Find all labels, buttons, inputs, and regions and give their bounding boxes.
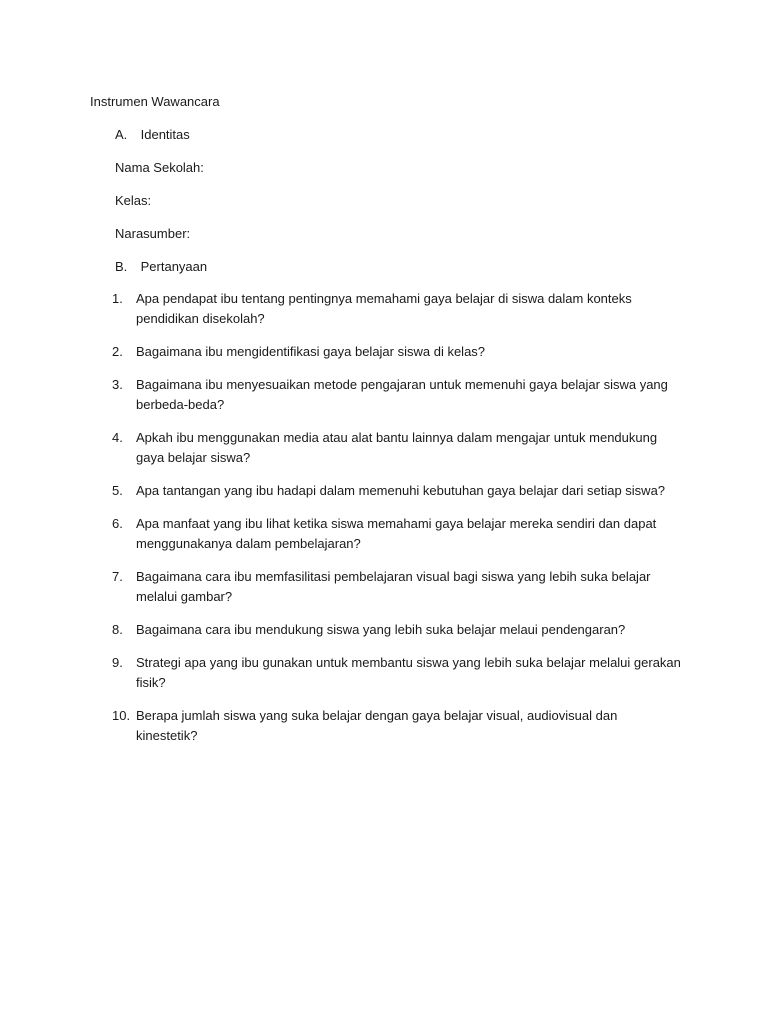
question-item xyxy=(112,706,682,746)
question-item xyxy=(112,342,682,362)
question-item xyxy=(112,428,682,468)
question-text: Apa manfaat yang ibu lihat ketika siswa memahami gaya belajar mereka sendiri dan dapat menggunakanya dalam pembelajaran? xyxy=(136,516,657,551)
question-item xyxy=(112,375,682,415)
question-text: Bagaimana cara ibu mendukung siswa yang lebih suka belajar melaui pendengaran? xyxy=(136,622,626,637)
question-list xyxy=(112,289,682,759)
document-title: Instrumen Wawancara xyxy=(90,94,220,109)
question-text: Bagaimana ibu mengidentifikasi gaya belajar siswa di kelas? xyxy=(136,344,486,359)
question-number: 6. xyxy=(112,516,123,531)
section-a-heading xyxy=(115,125,190,145)
question-number: 3. xyxy=(112,377,123,392)
section-b-letter: B. xyxy=(115,259,128,274)
question-number: 1. xyxy=(112,291,123,306)
question-number: 8. xyxy=(112,622,123,637)
question-text: Apa pendapat ibu tentang pentingnya memahami gaya belajar di siswa dalam konteks pendidikan disekolah? xyxy=(136,291,632,326)
question-number: 4. xyxy=(112,430,123,445)
question-number: 10. xyxy=(112,708,131,723)
question-item xyxy=(112,514,682,554)
section-b-label: Pertanyaan xyxy=(140,259,208,274)
question-number: 5. xyxy=(112,483,123,498)
field-narasumber: Narasumber: xyxy=(115,226,191,241)
section-b-heading xyxy=(115,257,207,277)
question-number: 7. xyxy=(112,569,123,584)
question-text: Apkah ibu menggunakan media atau alat bantu lainnya dalam mengajar untuk mendukung gaya belajar siswa? xyxy=(136,430,658,465)
question-item xyxy=(112,481,682,501)
question-item xyxy=(112,567,682,607)
field-nama-sekolah: Nama Sekolah: xyxy=(115,160,204,175)
question-text: Strategi apa yang ibu gunakan untuk membantu siswa yang lebih suka belajar melalui gerakan fisik? xyxy=(136,655,681,690)
section-a-label: Identitas xyxy=(140,127,190,142)
question-item xyxy=(112,289,682,329)
question-text: Bagaimana cara ibu memfasilitasi pembelajaran visual bagi siswa yang lebih suka belajar melalui gambar? xyxy=(136,569,651,604)
question-item xyxy=(112,653,682,693)
question-text: Bagaimana ibu menyesuaikan metode pengajaran untuk memenuhi gaya belajar siswa yang berbeda-beda? xyxy=(136,377,668,412)
field-kelas: Kelas: xyxy=(115,193,152,208)
question-number: 2. xyxy=(112,344,123,359)
section-a-letter: A. xyxy=(115,127,128,142)
question-number: 9. xyxy=(112,655,123,670)
question-text: Berapa jumlah siswa yang suka belajar dengan gaya belajar visual, audiovisual dan kinestetik? xyxy=(136,708,618,743)
question-text: Apa tantangan yang ibu hadapi dalam memenuhi kebutuhan gaya belajar dari setiap siswa? xyxy=(136,483,666,498)
question-item xyxy=(112,620,682,640)
